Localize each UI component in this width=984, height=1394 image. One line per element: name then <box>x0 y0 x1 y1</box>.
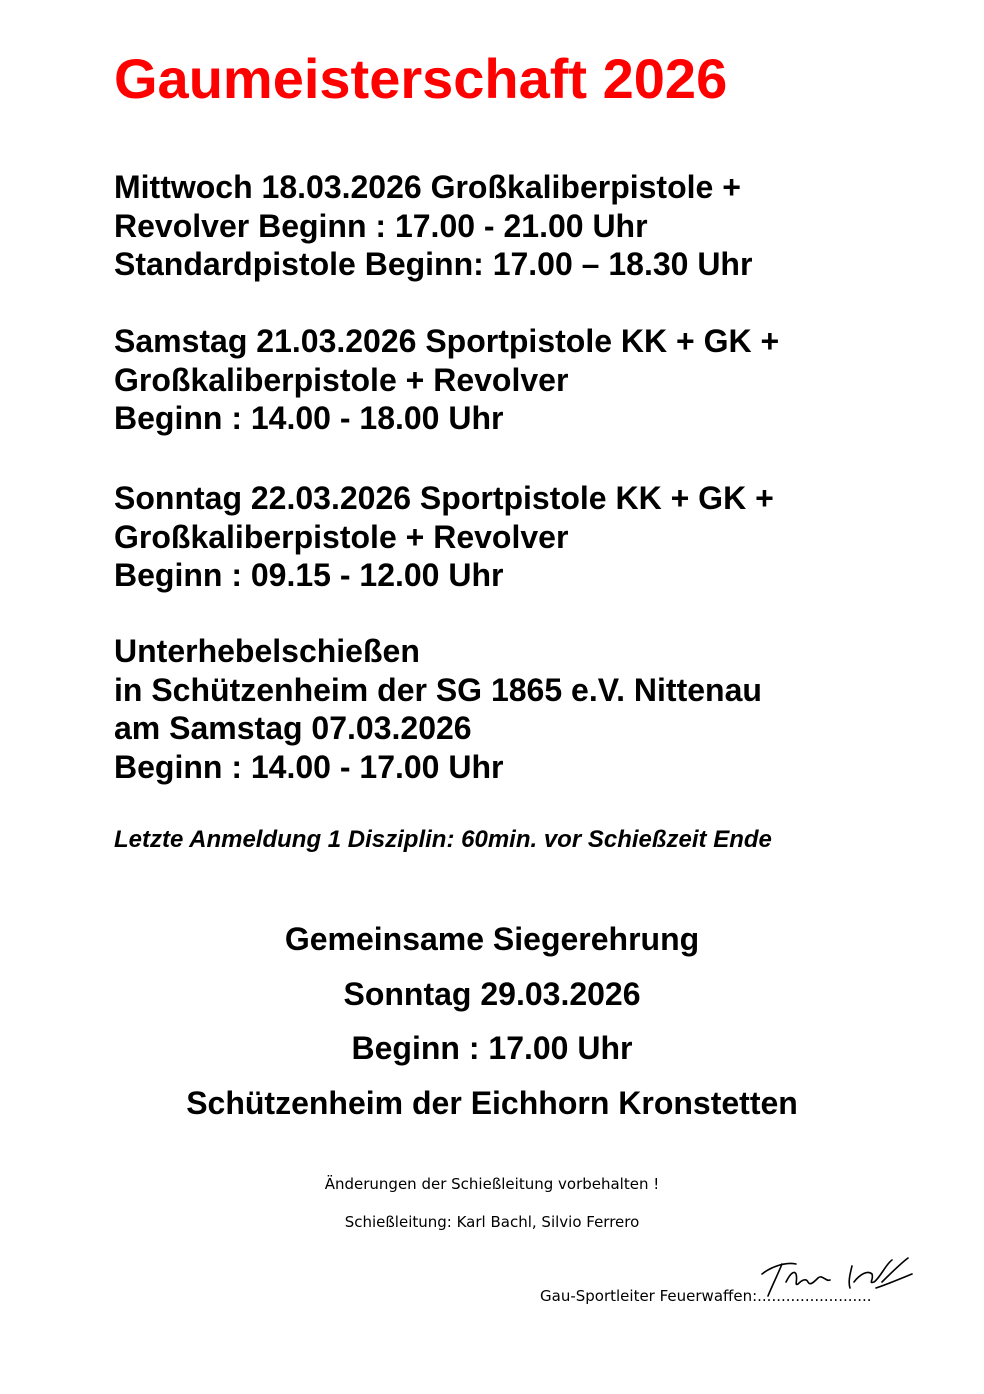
changes-note: Änderungen der Schießleitung vorbehalten ! <box>324 1175 660 1193</box>
schedule-line: Großkaliberpistole + Revolver <box>114 361 569 398</box>
schedule-line: Großkaliberpistole + Revolver <box>114 518 569 555</box>
ceremony-line: Beginn : 17.00 Uhr <box>351 1030 633 1066</box>
schedule-line: Standardpistole Beginn: 17.00 – 18.30 Uhr <box>114 246 753 282</box>
schedule-line: Sonntag 22.03.2026 Sportpistole KK + GK + <box>114 480 774 516</box>
schedule-wednesday <box>114 168 752 284</box>
registration-note: Letzte Anmeldung 1 Disziplin: 60min. vor Schießzeit Ende <box>114 826 772 853</box>
ceremony-line: Sonntag 29.03.2026 <box>343 975 641 1012</box>
schedule-line: Revolver Beginn : 17.00 - 21.00 Uhr <box>114 207 648 244</box>
ceremony-line: Gemeinsame Siegerehrung <box>284 921 700 957</box>
schedule-lever-action <box>114 632 762 786</box>
page-title: Gaumeisterschaft 2026 <box>114 47 728 110</box>
schedule-line: Samstag 21.03.2026 Sportpistole KK + GK + <box>114 323 780 359</box>
schedule-line: am Samstag 07.03.2026 <box>114 710 472 746</box>
schedule-line: Beginn : 14.00 - 17.00 Uhr <box>114 748 504 785</box>
schedule-line: Beginn : 14.00 - 18.00 Uhr <box>114 400 504 436</box>
handwritten-signature <box>756 1252 916 1302</box>
award-ceremony <box>0 912 984 1130</box>
schedule-sunday <box>114 479 774 595</box>
schedule-line: Mittwoch 18.03.2026 Großkaliberpistole + <box>114 169 741 205</box>
schedule-saturday <box>114 322 779 438</box>
ceremony-line: Schützenheim der Eichhorn Kronstetten <box>186 1084 798 1121</box>
schedule-line: Unterhebelschießen <box>114 633 420 669</box>
shooting-management: Schießleitung: Karl Bachl, Silvio Ferrero <box>344 1213 640 1231</box>
schedule-line: in Schützenheim der SG 1865 e.V. Nittenau <box>114 671 762 708</box>
signature-label: Gau-Sportleiter Feuerwaffen:........................ <box>540 1287 872 1305</box>
schedule-line: Beginn : 09.15 - 12.00 Uhr <box>114 557 504 593</box>
